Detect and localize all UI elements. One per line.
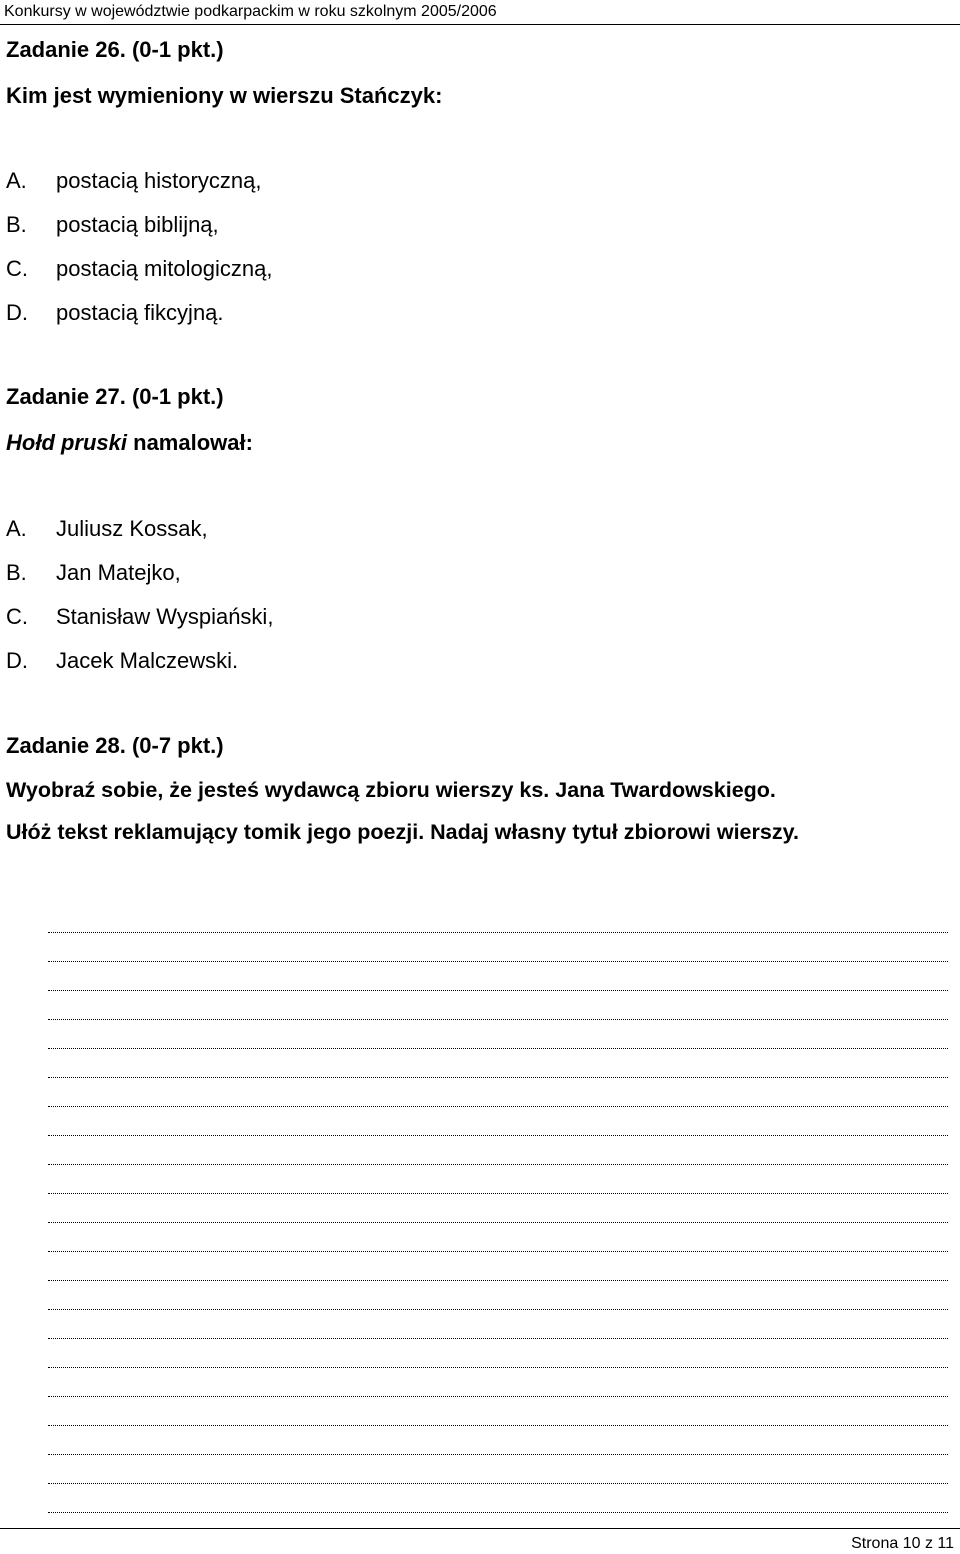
task-27-answers (6, 507, 273, 683)
header-title: Konkursy w województwie podkarpackim w roku szkolnym 2005/2006 (4, 3, 497, 20)
answer-text: postacią mitologiczną, (56, 256, 273, 281)
answer-line[interactable] (48, 1339, 948, 1368)
task-27-question (6, 430, 253, 456)
answer-option (6, 595, 273, 639)
answer-line[interactable] (48, 1078, 948, 1107)
answer-letter: C. (6, 604, 28, 629)
task-28-title: Zadanie 28. (0-7 pkt.) (6, 733, 224, 758)
answer-text: postacią historyczną, (56, 168, 262, 193)
page-number: Strona 10 z 11 (851, 1535, 954, 1552)
answer-option (6, 291, 272, 335)
task-26-question: Kim jest wymieniony w wierszu Stańczyk: (6, 83, 443, 108)
answer-line[interactable] (48, 933, 948, 962)
answer-letter: A. (6, 168, 27, 193)
task-26-title: Zadanie 26. (0-1 pkt.) (6, 37, 224, 62)
answer-option (6, 203, 272, 247)
answer-line[interactable] (48, 1484, 948, 1513)
answer-line[interactable] (48, 962, 948, 991)
painting-title: Hołd pruski (6, 430, 128, 455)
answer-letter: D. (6, 648, 28, 673)
answer-letter: B. (6, 560, 27, 585)
answer-option (6, 247, 272, 291)
answer-letter: A. (6, 516, 27, 541)
answer-line[interactable] (48, 1310, 948, 1339)
answer-letter: B. (6, 212, 27, 237)
task-26-answers (6, 159, 272, 335)
answer-text: postacią biblijną, (56, 212, 219, 237)
answer-line[interactable] (48, 991, 948, 1020)
answer-line[interactable] (48, 1252, 948, 1281)
answer-letter: D. (6, 300, 28, 325)
page-header (0, 0, 960, 25)
answer-line[interactable] (48, 904, 948, 933)
answer-line[interactable] (48, 1455, 948, 1484)
task-27-title: Zadanie 27. (0-1 pkt.) (6, 384, 224, 409)
answer-line[interactable] (48, 1281, 948, 1310)
answer-text: Jan Matejko, (56, 560, 181, 585)
answer-option (6, 507, 273, 551)
answer-text: Stanisław Wyspiański, (56, 604, 274, 629)
page-footer (0, 1528, 960, 1554)
answer-line[interactable] (48, 1020, 948, 1049)
answer-option (6, 159, 272, 203)
answer-option (6, 551, 273, 595)
answer-text: postacią fikcyjną. (56, 300, 224, 325)
task-28-prompt-line-2: Ułóż tekst reklamujący tomik jego poezji. Nadaj własny tytuł zbiorowi wierszy. (6, 820, 799, 844)
answer-line[interactable] (48, 1397, 948, 1426)
answer-writing-area[interactable] (48, 904, 948, 1513)
answer-option (6, 639, 273, 683)
answer-line[interactable] (48, 1107, 948, 1136)
answer-line[interactable] (48, 1368, 948, 1397)
question-rest: namalował: (127, 430, 253, 455)
answer-line[interactable] (48, 1049, 948, 1078)
answer-line[interactable] (48, 1223, 948, 1252)
answer-text: Jacek Malczewski. (56, 648, 239, 673)
answer-line[interactable] (48, 1136, 948, 1165)
task-28-prompt-line-1: Wyobraź sobie, że jesteś wydawcą zbioru wierszy ks. Jana Twardowskiego. (6, 778, 776, 802)
answer-line[interactable] (48, 1426, 948, 1455)
answer-line[interactable] (48, 1194, 948, 1223)
answer-text: Juliusz Kossak, (56, 516, 208, 541)
answer-line[interactable] (48, 1165, 948, 1194)
answer-letter: C. (6, 256, 28, 281)
